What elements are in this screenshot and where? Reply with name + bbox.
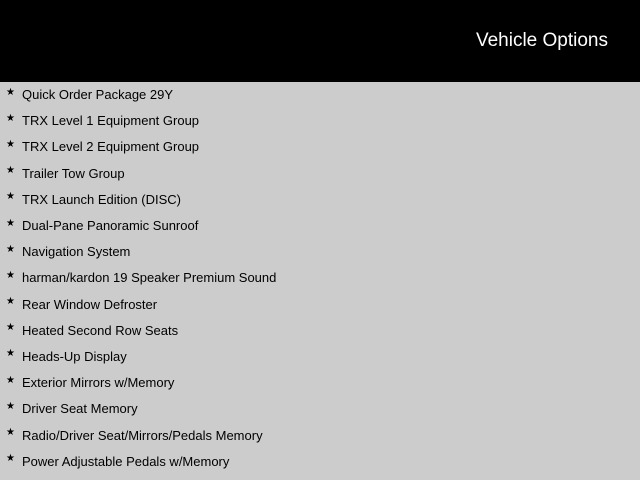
list-item (0, 161, 640, 187)
list-item (0, 213, 640, 239)
star-icon: ★ (6, 427, 15, 439)
star-icon: ★ (6, 400, 15, 412)
list-item (0, 396, 640, 422)
star-icon: ★ (6, 348, 15, 360)
list-item (0, 239, 640, 265)
option-label: Heads-Up Display (22, 348, 127, 364)
option-label: Heated Second Row Seats (22, 322, 179, 338)
list-item (0, 108, 640, 134)
list-item (0, 292, 640, 318)
list-item (0, 82, 640, 108)
header-bar (0, 0, 640, 82)
list-item (0, 134, 640, 160)
option-label: TRX Level 1 Equipment Group (22, 113, 200, 129)
list-item (0, 318, 640, 344)
list-item (0, 344, 640, 370)
star-icon: ★ (6, 243, 15, 255)
vehicle-options-list (0, 82, 640, 475)
star-icon: ★ (6, 269, 15, 281)
star-icon: ★ (6, 191, 15, 203)
option-label: Trailer Tow Group (22, 165, 125, 181)
star-icon: ★ (6, 296, 15, 308)
star-icon: ★ (6, 138, 15, 150)
option-label: Rear Window Defroster (22, 296, 158, 312)
star-icon: ★ (6, 453, 15, 465)
list-item (0, 265, 640, 291)
option-label: Dual-Pane Panoramic Sunroof (22, 218, 199, 234)
option-label: Driver Seat Memory (22, 401, 138, 417)
list-item (0, 422, 640, 448)
page-title: Vehicle Options (475, 30, 608, 51)
star-icon: ★ (6, 374, 15, 386)
list-item (0, 370, 640, 396)
option-label: Radio/Driver Seat/Mirrors/Pedals Memory (22, 427, 263, 443)
star-icon: ★ (6, 217, 15, 229)
option-label: TRX Level 2 Equipment Group (22, 139, 200, 155)
star-icon: ★ (6, 86, 15, 98)
option-label: Power Adjustable Pedals w/Memory (22, 453, 230, 469)
option-label: harman/kardon 19 Speaker Premium Sound (22, 270, 277, 286)
option-label: TRX Launch Edition (DISC) (22, 191, 181, 207)
star-icon: ★ (6, 112, 15, 124)
option-label: Exterior Mirrors w/Memory (22, 375, 175, 391)
list-item (0, 449, 640, 475)
option-label: Quick Order Package 29Y (22, 87, 174, 103)
option-label: Navigation System (22, 244, 131, 260)
star-icon: ★ (6, 322, 15, 334)
list-item (0, 187, 640, 213)
star-icon: ★ (6, 165, 15, 177)
